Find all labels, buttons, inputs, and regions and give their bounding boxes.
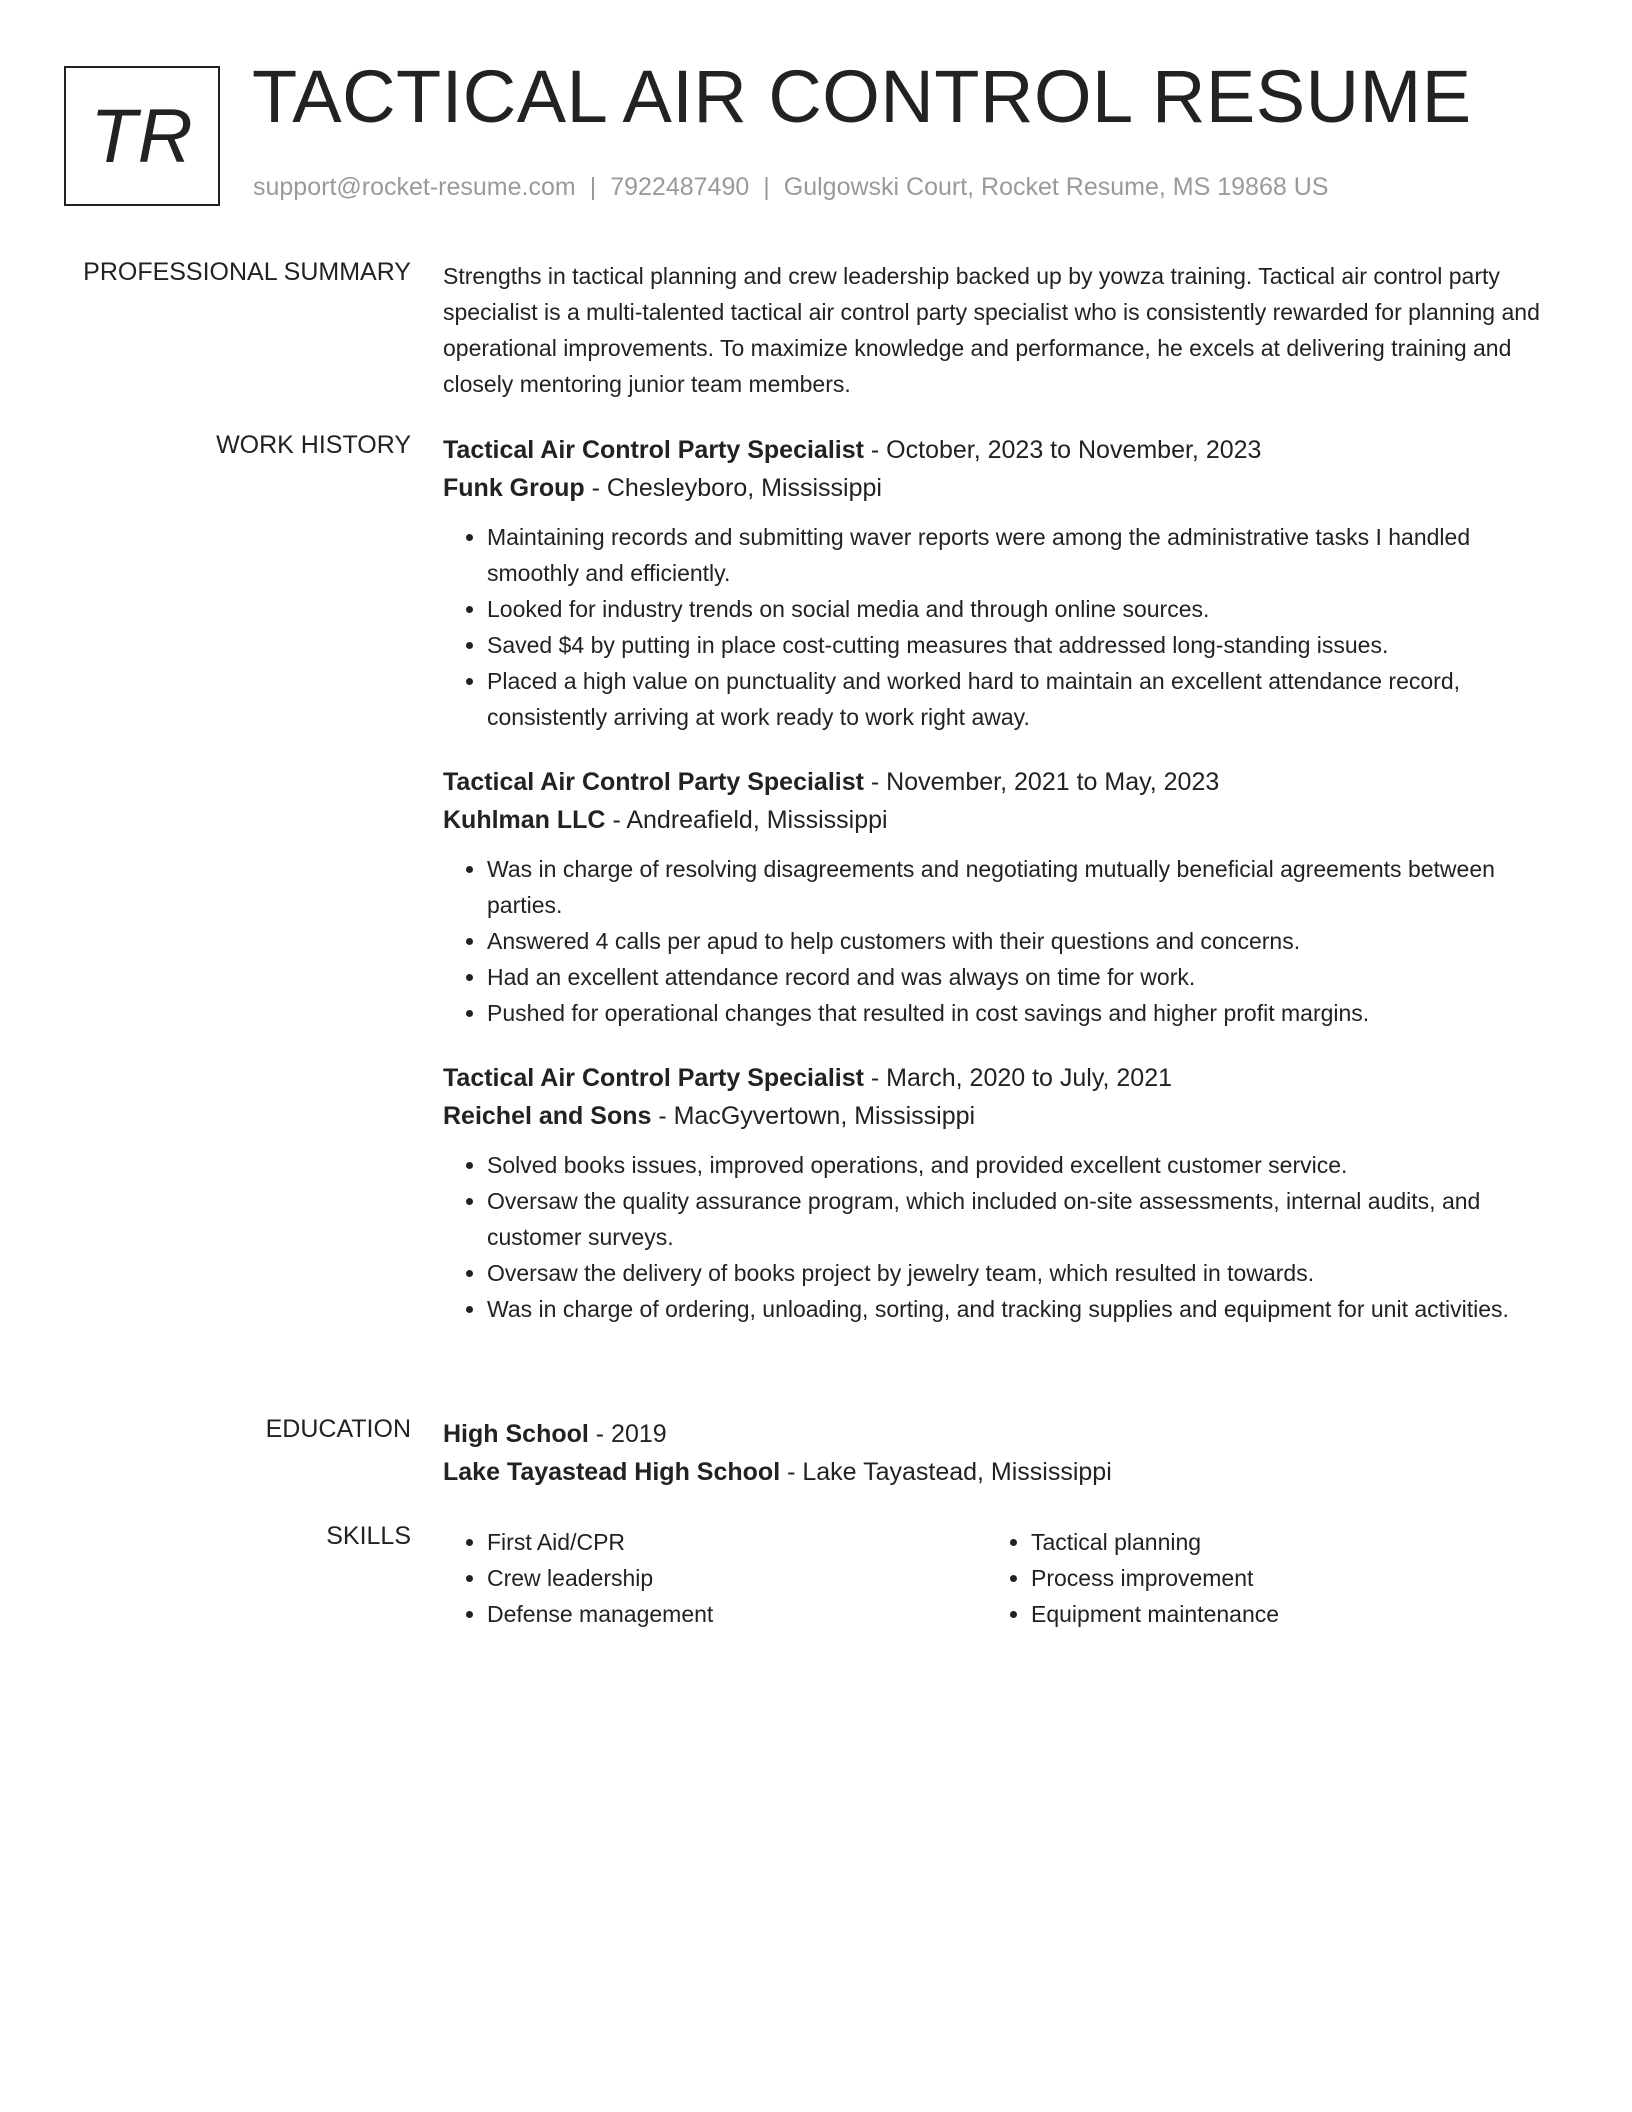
job-bullets (443, 519, 1563, 735)
job-entry (443, 763, 1563, 1031)
contact-phone: 7922487490 (610, 173, 750, 201)
summary-body (443, 258, 1563, 402)
education-year: - 2019 (588, 1420, 667, 1448)
summary-text: Strengths in tactical planning and crew leadership backed up by yowza training. Tactical air control party specialist is a multi-talented tactical air control party specialist who is consistently rewarded for planning and operational improvements. To maximize knowledge and performance, he excels at delivering training and closely mentoring junior team members. (443, 263, 1540, 397)
job-location: - Chesleyboro, Mississippi (584, 474, 882, 502)
job-entry (443, 431, 1563, 735)
job-location: - Andreafield, Mississippi (605, 806, 888, 834)
job-location: - MacGyvertown, Mississippi (651, 1102, 976, 1130)
job-bullet: • Pushed for operational changes that resulted in cost savings and higher profit margins. (487, 995, 1563, 1031)
skills-list-left (443, 1524, 987, 1632)
job-title-line (443, 431, 1563, 469)
skills-columns (443, 1524, 1563, 1632)
skill-item: • Defense management (487, 1596, 987, 1632)
section-label-education: EDUCATION (265, 1415, 411, 1443)
job-company: Funk Group (443, 474, 585, 502)
job-bullets (443, 851, 1563, 1031)
contact-line (253, 173, 1328, 202)
job-bullet: • Answered 4 calls per apud to help customers with their questions and concerns. (487, 923, 1563, 959)
job-bullet: • Was in charge of resolving disagreements and negotiating mutually beneficial agreements between parties. (487, 851, 1563, 923)
skills-body (443, 1524, 1563, 1632)
job-title: Tactical Air Control Party Specialist (443, 1064, 864, 1092)
section-label-summary: PROFESSIONAL SUMMARY (83, 258, 411, 286)
education-school-line (443, 1453, 1563, 1491)
contact-address: Gulgowski Court, Rocket Resume, MS 19868 US (783, 173, 1329, 201)
contact-email: support@rocket-resume.com (253, 173, 576, 201)
section-label-skills: SKILLS (326, 1522, 411, 1550)
job-company: Kuhlman LLC (443, 806, 606, 834)
job-bullet: • Saved $4 by putting in place cost-cutting measures that addressed long-standing issues. (487, 627, 1563, 663)
job-bullet: • Maintaining records and submitting waver reports were among the administrative tasks I handled smoothly and efficiently. (487, 519, 1563, 591)
job-dates: - November, 2021 to May, 2023 (863, 768, 1220, 796)
job-title: Tactical Air Control Party Specialist (443, 768, 864, 796)
job-company-line (443, 1097, 1563, 1135)
skill-item: • Tactical planning (1031, 1524, 1531, 1560)
job-bullets (443, 1147, 1563, 1327)
job-company-line (443, 801, 1563, 839)
job-company: Reichel and Sons (443, 1102, 652, 1130)
job-company-line (443, 469, 1563, 507)
contact-separator: | (763, 173, 770, 201)
job-bullet: • Oversaw the delivery of books project by jewelry team, which resulted in towards. (487, 1255, 1563, 1291)
job-bullet: • Solved books issues, improved operations, and provided excellent customer service. (487, 1147, 1563, 1183)
skill-item: • Process improvement (1031, 1560, 1531, 1596)
job-dates: - October, 2023 to November, 2023 (863, 436, 1262, 464)
skill-item: • Crew leadership (487, 1560, 987, 1596)
job-bullet: • Looked for industry trends on social media and through online sources. (487, 591, 1563, 627)
monogram-box (64, 66, 220, 206)
job-bullet: • Placed a high value on punctuality and worked hard to maintain an excellent attendance record, consistently arriving at work ready to work right away. (487, 663, 1563, 735)
education-body (443, 1415, 1563, 1491)
skill-item: • First Aid/CPR (487, 1524, 987, 1560)
skills-list-right (987, 1524, 1531, 1632)
job-bullet: • Was in charge of ordering, unloading, sorting, and tracking supplies and equipment for unit activities. (487, 1291, 1563, 1327)
job-title-line (443, 763, 1563, 801)
job-dates: - March, 2020 to July, 2021 (863, 1064, 1173, 1092)
job-title: Tactical Air Control Party Specialist (443, 436, 864, 464)
work-history-body (443, 431, 1563, 1355)
education-school: Lake Tayastead High School (443, 1458, 781, 1486)
job-title-line (443, 1059, 1563, 1097)
education-degree: High School (443, 1420, 589, 1448)
skill-item: • Equipment maintenance (1031, 1596, 1531, 1632)
contact-separator: | (589, 173, 597, 201)
education-degree-line (443, 1415, 1563, 1453)
monogram-initials: TR (90, 93, 194, 179)
job-bullet: • Had an excellent attendance record and was always on time for work. (487, 959, 1563, 995)
job-entry (443, 1059, 1563, 1327)
job-bullet: • Oversaw the quality assurance program, which included on-site assessments, internal audits, and customer surveys. (487, 1183, 1563, 1255)
section-label-work-history: WORK HISTORY (216, 431, 411, 459)
resume-title: TACTICAL AIR CONTROL RESUME (252, 55, 1472, 138)
education-location: - Lake Tayastead, Mississippi (780, 1458, 1112, 1486)
